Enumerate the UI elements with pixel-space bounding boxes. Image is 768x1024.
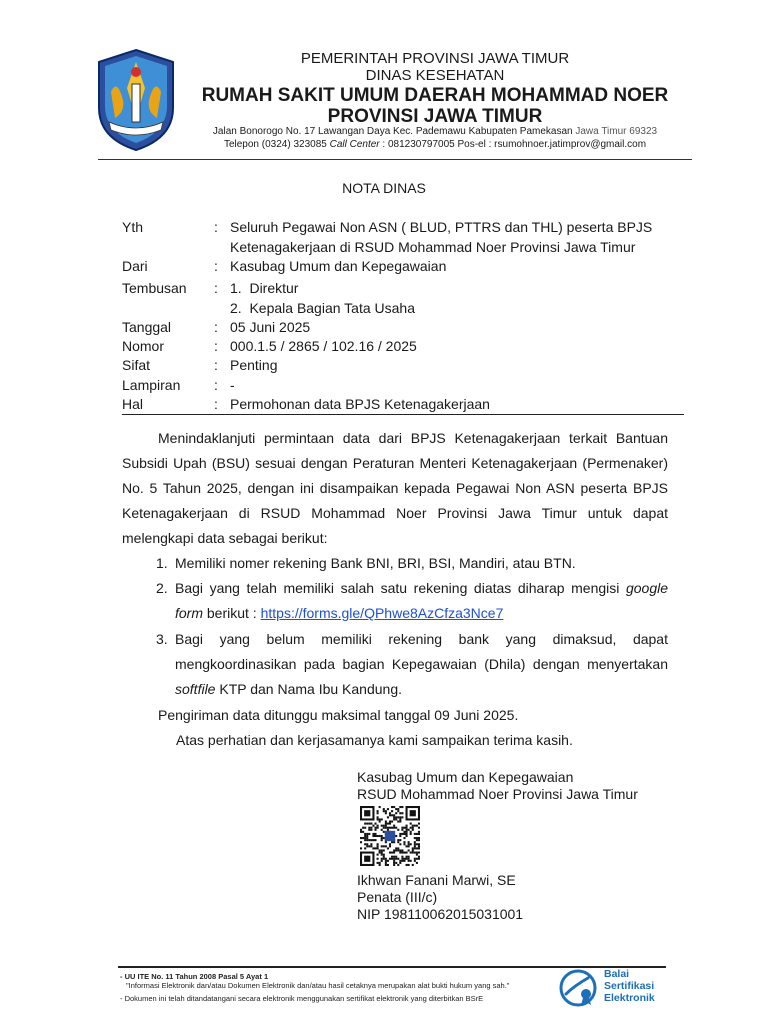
info-value [230, 279, 680, 318]
signature-rank: Penata (III/c) [357, 889, 438, 905]
info-colon: : [214, 338, 218, 354]
info-colon: : [214, 357, 218, 373]
info-colon: : [214, 396, 218, 412]
letterhead-hospital: RUMAH SAKIT UMUM DAERAH MOHAMMAD NOER [201, 85, 669, 106]
info-label: Lampiran [122, 377, 181, 393]
deadline-text: Pengiriman data ditunggu maksimal tanggal 09 Juni 2025. [158, 707, 519, 723]
info-value: Permohonan data BPJS Ketenagakerjaan [230, 396, 490, 412]
yth-line-2: Ketenagakerjaan di RSUD Mohammad Noer Provinsi Jawa Timur [230, 238, 636, 255]
item2-google: google [625, 580, 669, 596]
closing-paragraph [140, 728, 668, 753]
tembusan-item-1: 1. Direktur [230, 280, 299, 296]
letterhead-address [200, 126, 670, 137]
info-value: 000.1.5 / 2865 / 102.16 / 2025 [230, 338, 417, 354]
phone-suffix: : 081230797005 Pos-el : rsumohnoer.jatimprov@gmail.com [382, 139, 647, 150]
qr-code-icon [360, 806, 420, 866]
letterhead-government: PEMERINTAH PROVINSI JAWA TIMUR [300, 50, 570, 67]
closing-text: Atas perhatian dan kerjasamanya kami sampaikan terima kasih. [176, 732, 573, 748]
info-label: Dari [122, 258, 148, 274]
phone-prefix: Telepon (0324) 323085 [223, 139, 327, 150]
info-label: Hal [122, 396, 144, 412]
info-label: Tembusan [122, 280, 187, 296]
info-value: - [230, 377, 235, 393]
info-label: Tanggal [122, 319, 172, 335]
address-text: Jalan Bonorogo No. 17 Lawangan Daya Kec. Pademawu Kabupaten Pamekasan [212, 126, 573, 137]
intro-text: Menindaklanjuti permintaan data dari BPJS Ketenagakerjaan terkait Bantuan Subsidi Upah (BSU) sesuai dengan Peraturan Menteri Ketenagakerjaan (Permenaker) No. 5 Tahun 2025, dengan ini disampaikan kepada Pegawai Non ASN peserta BPJS Ketenagakerjaan di RSUD Mohammad Noer Provinsi Jawa Timur untuk dapat melengkapi data sebagai berikut: [122, 430, 668, 546]
signature-institution: RSUD Mohammad Noer Provinsi Jawa Timur [357, 786, 638, 802]
google-form-link[interactable]: https://forms.gle/QPhwe8AzCfza3Nce7 [260, 605, 504, 621]
letterhead-province: PROVINSI JAWA TIMUR [327, 106, 543, 127]
info-value: Penting [230, 357, 278, 373]
intro-paragraph [122, 426, 668, 551]
info-colon: : [214, 319, 218, 335]
deadline-paragraph [122, 703, 668, 728]
footer-law: - UU ITE No. 11 Tahun 2008 Pasal 5 Ayat 1 [120, 972, 269, 981]
info-value: Kasubag Umum dan Kepegawaian [230, 258, 447, 274]
item2-form: form [175, 605, 203, 621]
item3-text-a: Bagi yang belum memiliki rekening bank yang dimaksud, dapat mengkoordinasikan pada bagian Kepegawaian (Dhila) dengan menyertakan [175, 631, 668, 672]
info-colon: : [214, 219, 218, 235]
bsre-text-3: Elektronik [604, 992, 655, 1004]
letterhead-divider [98, 159, 692, 160]
list-text: Memiliki nomer rekening Bank BNI, BRI, BSI, Mandiri, atau BTN. [175, 555, 576, 571]
info-colon: : [214, 258, 218, 274]
document-title: NOTA DINAS [342, 180, 426, 196]
list-number: 3. [156, 631, 168, 647]
address-tail: Jawa Timur 69323 [575, 126, 658, 137]
item3-softfile: softfile [175, 681, 216, 697]
call-center-label: Call Center [329, 139, 380, 150]
letterhead-department: DINAS KESEHATAN [365, 67, 505, 84]
item3-text-b: KTP dan Nama Ibu Kandung. [219, 681, 403, 697]
footer-quote: "Informasi Elektronik dan/atau Dokumen Elektronik dan/atau hasil cetaknya merupakan alat bukti hukum yang sah." [126, 981, 510, 990]
signature-position: Kasubag Umum dan Kepegawaian [357, 769, 574, 785]
info-label: Nomor [122, 338, 165, 354]
tembusan-item-2: 2. Kepala Bagian Tata Usaha [230, 299, 415, 316]
bsre-text-2: Sertifikasi [604, 980, 655, 992]
jawa-timur-emblem-icon [95, 48, 177, 152]
info-label: Sifat [122, 357, 151, 373]
info-value [230, 218, 680, 257]
info-divider [122, 414, 684, 415]
list-text [175, 576, 668, 626]
info-colon: : [214, 280, 218, 296]
list-number: 2. [156, 580, 168, 596]
item2-text-a: Bagi yang telah memiliki salah satu rekening diatas diharap mengisi [175, 580, 620, 596]
signature-name: Ikhwan Fanani Marwi, SE [357, 872, 516, 888]
info-value: 05 Juni 2025 [230, 319, 311, 335]
bsre-text-1: Balai [604, 968, 630, 980]
item2-text-b: berikut : [206, 605, 257, 621]
info-label: Yth [122, 219, 144, 235]
letterhead-phone [200, 139, 670, 150]
list-text [175, 627, 668, 702]
bsre-logo-icon [558, 968, 598, 1008]
info-colon: : [214, 377, 218, 393]
footer-esign-note: - Dokumen ini telah ditandatangani secara elektronik menggunakan sertifikat elektronik yang diterbitkan BSrE [120, 994, 484, 1003]
yth-line-1: Seluruh Pegawai Non ASN ( BLUD, PTTRS dan THL) peserta BPJS [230, 219, 653, 235]
list-number: 1. [156, 555, 168, 571]
signature-nip: NIP 198110062015031001 [357, 906, 524, 922]
